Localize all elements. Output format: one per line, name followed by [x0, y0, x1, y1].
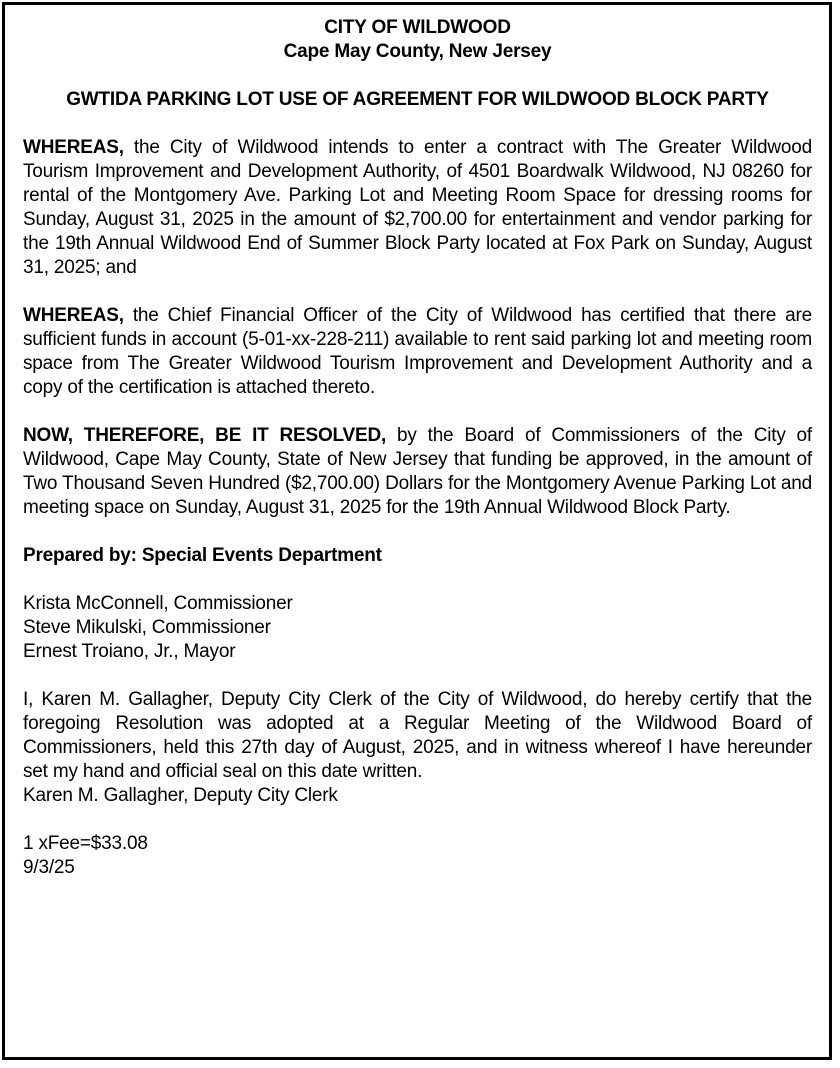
certification-text: I, Karen M. Gallagher, Deputy City Clerk of the City of Wildwood, do hereby certify that the foregoing Resolution was adopted at a Regular Meeting of the Wildwood Board of Commissioners, held this 27th day of August, 2025, and in witness whereof I have hereunder set my hand and official seal on this date written.	[23, 689, 812, 782]
legal-notice	[2, 2, 832, 1060]
fee-line: 1 xFee=$33.08	[23, 833, 148, 854]
footer-block	[23, 832, 812, 880]
whereas-paragraph-2	[23, 304, 812, 400]
paragraph-lead: WHEREAS,	[23, 305, 124, 326]
paragraph-lead: NOW, THEREFORE, BE IT RESOLVED,	[23, 425, 387, 446]
signer-name: Steve Mikulski, Commissioner	[23, 617, 271, 638]
paragraph-text: the City of Wildwood intends to enter a contract with The Greater Wildwood Tourism Improvement and Development Authority, of 4501 Boardwalk Wildwood, NJ 08260 for rental of the Montgomery Ave. Parking Lot and Meeting Room Space for dressing rooms for Sunday, August 31, 2025 in the amount of $2,700.00 for entertainment and vendor parking for the 19th Annual Wildwood End of Summer Block Party located at Fox Park on Sunday, August 31, 2025; and	[23, 137, 812, 278]
signers-list	[23, 592, 812, 664]
city-name: CITY OF WILDWOOD	[324, 17, 511, 38]
paragraph-text: the Chief Financial Officer of the City of Wildwood has certified that there are sufficient funds in account (5-01-xx-228-211) available to rent said parking lot and meeting room space from The Greater Wildwood Tourism Improvement and Development Authority and a copy of the certification is attached thereto.	[23, 305, 812, 398]
paragraph-text: by the Board of Commissioners of the City of Wildwood, Cape May County, State of New Jersey that funding be approved, in the amount of Two Thousand Seven Hundred ($2,700.00) Dollars for the Montgomery Avenue Parking Lot and meeting space on Sunday, August 31, 2025 for the 19th Annual Wildwood Block Party.	[23, 425, 812, 518]
signer-name: Krista McConnell, Commissioner	[23, 593, 293, 614]
resolved-paragraph	[23, 424, 812, 520]
publication-date: 9/3/25	[23, 857, 75, 878]
clerk-signature: Karen M. Gallagher, Deputy City Clerk	[23, 785, 338, 806]
certification-block	[23, 688, 812, 808]
county-name: Cape May County, New Jersey	[283, 41, 552, 62]
document-title: GWTIDA PARKING LOT USE OF AGREEMENT FOR WILDWOOD BLOCK PARTY	[66, 89, 769, 110]
paragraph-lead: WHEREAS,	[23, 137, 124, 158]
prepared-by: Prepared by: Special Events Department	[23, 545, 382, 566]
signer-name: Ernest Troiano, Jr., Mayor	[23, 641, 236, 662]
whereas-paragraph-1	[23, 136, 812, 280]
